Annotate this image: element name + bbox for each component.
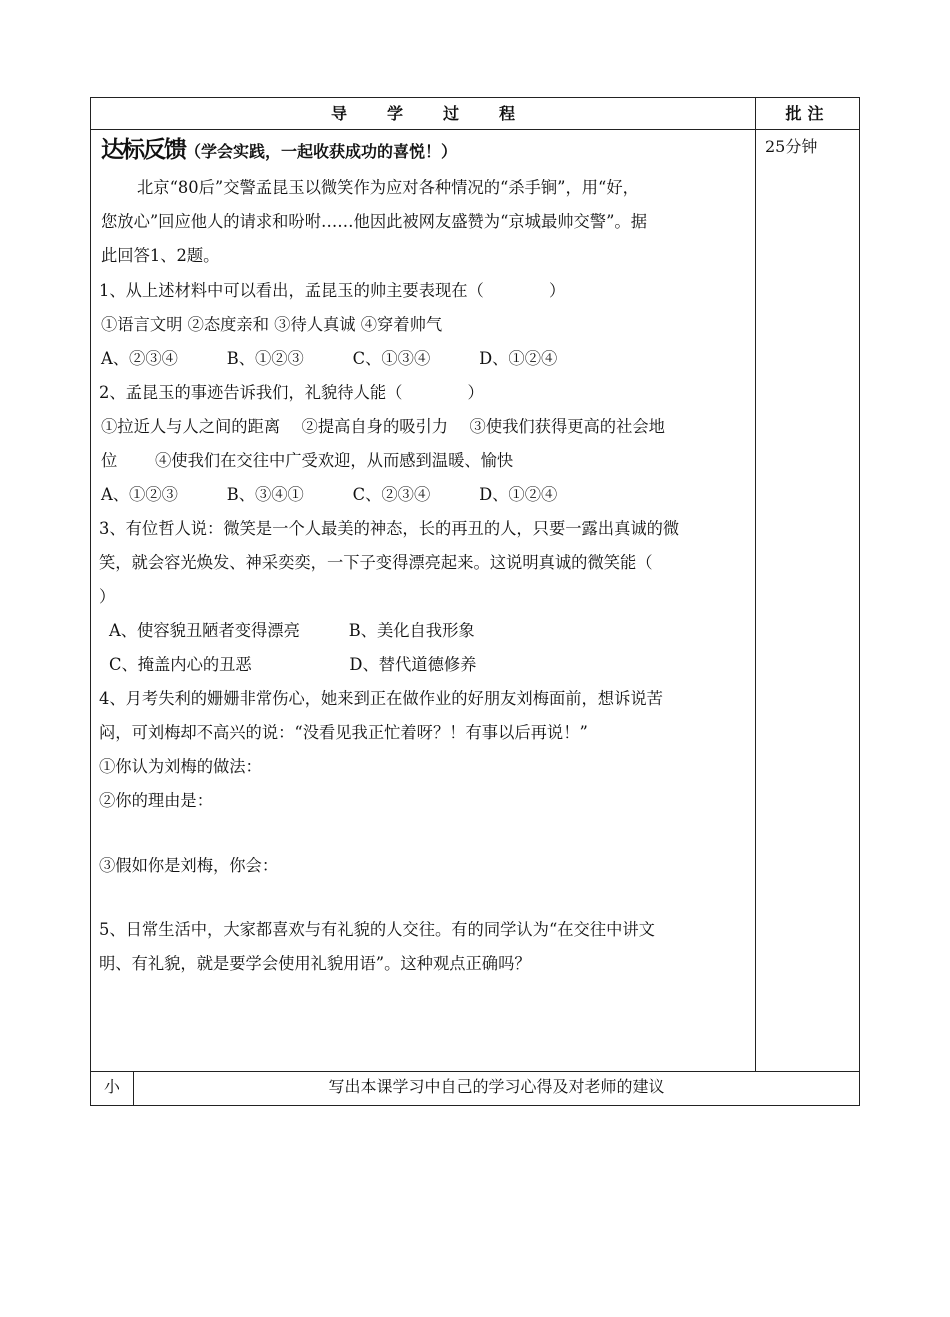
- section-title: 达标反馈: [101, 137, 185, 163]
- question-1-options: A、②③④ B、①②③ C、①③④ D、①②④: [101, 349, 558, 368]
- question-3-options: C、掩盖内心的丑恶 D、替代道德修养: [109, 655, 477, 674]
- question-5-stem: 明、有礼貌，就是要学会使用礼貌用语”。这种观点正确吗？: [99, 954, 531, 973]
- question-3-stem: ）: [99, 587, 116, 606]
- time-note: 25分钟: [765, 137, 818, 156]
- question-5-stem: 5、日常生活中，大家都喜欢与有礼貌的人交往。有的同学认为“在交往中讲文: [99, 920, 655, 939]
- passage-line: 您放心”回应他人的请求和吩咐……他因此被网友盛赞为“京城最帅交警”。据: [101, 212, 647, 231]
- question-4-sub: ①你认为刘梅的做法：: [99, 757, 262, 776]
- question-2-stem: 2、孟昆玉的事迹告诉我们，礼貌待人能（ ）: [99, 383, 484, 402]
- passage-line: 北京“80后”交警孟昆玉以微笑作为应对各种情况的“杀手锏”，用“好，: [137, 178, 639, 197]
- question-1-stem: 1、从上述材料中可以看出，孟昆玉的帅主要表现在（ ）: [99, 281, 566, 300]
- question-1-items: ①语言文明 ②态度亲和 ③待人真诚 ④穿着帅气: [101, 315, 443, 334]
- question-3-stem: 笑，就会容光焕发、神采奕奕，一下子变得漂亮起来。这说明真诚的微笑能（: [99, 553, 653, 572]
- header-divider: [91, 129, 859, 130]
- header-note: 批注: [785, 104, 830, 123]
- question-2-items: 位 ④使我们在交往中广受欢迎，从而感到温暖、愉快: [101, 451, 514, 470]
- summary-instruction: 写出本课学习中自己的学习心得及对老师的建议: [328, 1077, 665, 1096]
- question-4-sub: ③假如你是刘梅，你会：: [99, 856, 279, 875]
- question-2-options: A、①②③ B、③④① C、②③④ D、①②④: [101, 485, 558, 504]
- question-3-options: A、使容貌丑陋者变得漂亮 B、美化自我形象: [109, 621, 475, 640]
- section-heading: [101, 131, 457, 164]
- question-4-stem: 4、月考失利的姗姗非常伤心，她来到正在做作业的好朋友刘梅面前，想诉说苦: [99, 689, 663, 708]
- header-main: 导学过程: [330, 104, 555, 123]
- passage-line: 此回答1、2题。: [101, 246, 220, 265]
- question-2-items: ①拉近人与人之间的距离 ②提高自身的吸引力 ③使我们获得更高的社会地: [101, 417, 665, 436]
- summary-label: 小: [103, 1077, 120, 1096]
- worksheet-table: [90, 97, 860, 1106]
- column-divider: [755, 98, 756, 1071]
- question-3-stem: 3、有位哲人说：微笑是一个人最美的神态，长的再丑的人，只要一露出真诚的微: [99, 519, 680, 538]
- question-4-stem: 闷，可刘梅却不高兴的说：“没看见我正忙着呀？！有事以后再说！”: [99, 723, 588, 742]
- question-4-sub: ②你的理由是：: [99, 791, 213, 810]
- section-subtitle: （学会实践，一起收获成功的喜悦！）: [185, 142, 458, 161]
